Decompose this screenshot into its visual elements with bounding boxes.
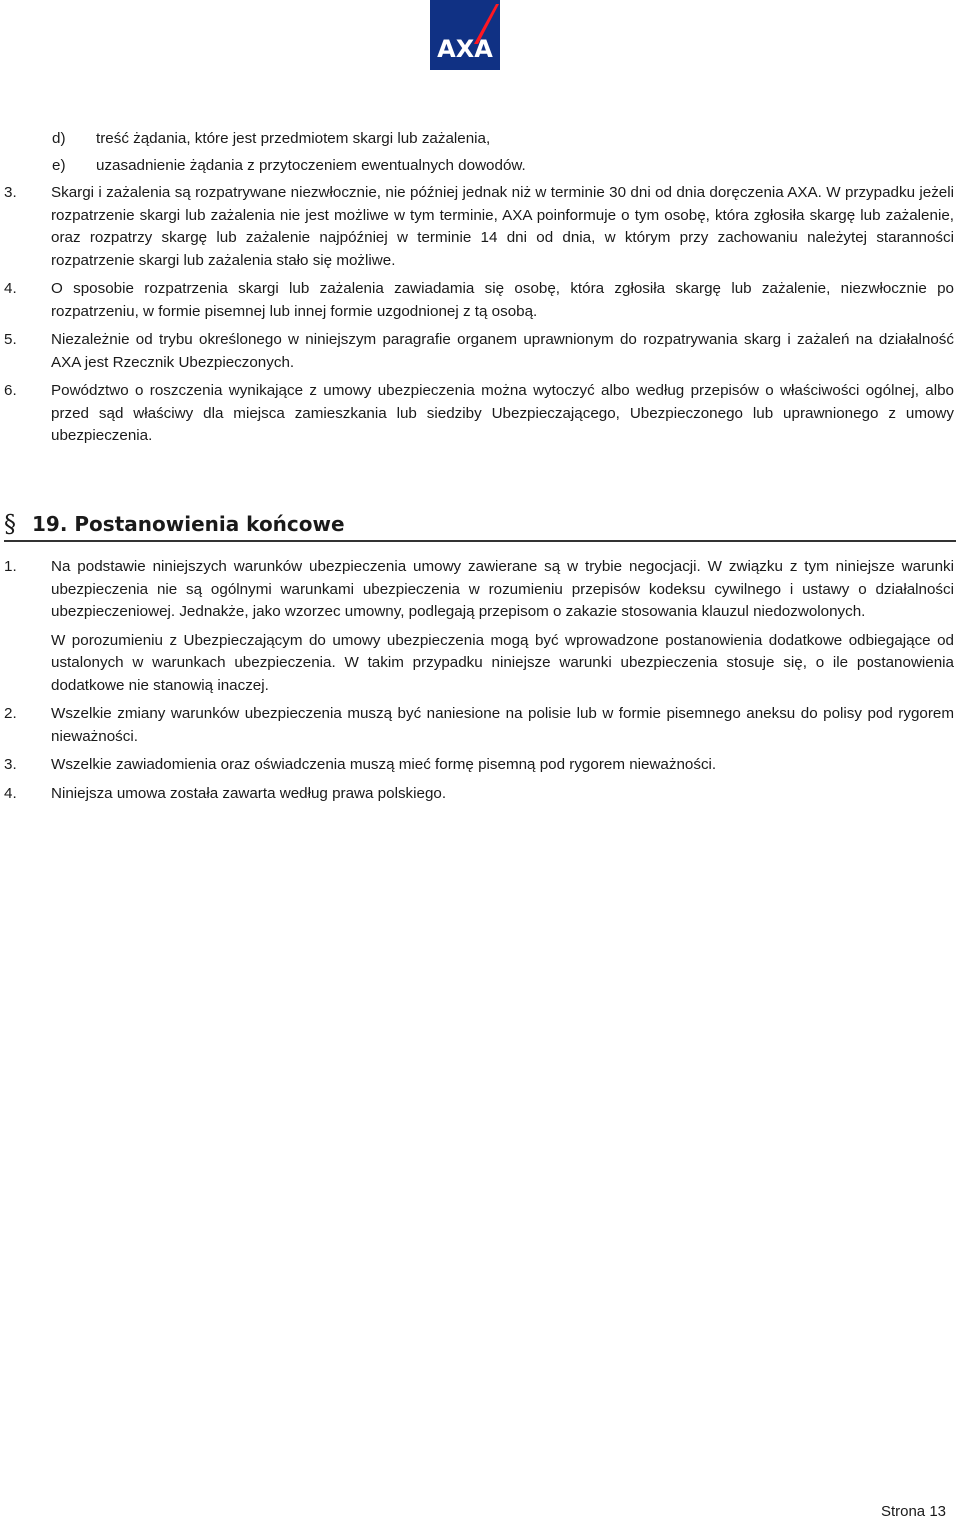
- paragraph-text: Niniejsza umowa została zawarta według prawa polskiego.: [51, 784, 447, 802]
- section-heading: [4, 510, 956, 542]
- list-item: [0, 155, 960, 178]
- paragraph-item: [0, 278, 960, 323]
- list-item-text: uzasadnienie żądania z przytoczeniem ewentualnych dowodów.: [96, 156, 526, 174]
- paragraph-item: [0, 556, 960, 624]
- paragraph-item: [0, 329, 960, 374]
- list-item: [0, 128, 960, 151]
- paragraph-text: Powództwo o roszczenia wynikające z umowy ubezpieczenia można wytoczyć albo według przepisów o właściwości ogólnej, albo przed sąd właściwy dla miejsca zamieszkania lub siedziby Ubezpieczającego, Ubezpieczonego lub uprawnionego z umowy ubezpieczenia.: [51, 382, 954, 444]
- paragraph-item: [0, 703, 960, 748]
- paragraph-text: O sposobie rozpatrzenia skargi lub zażalenia zawiadamia się osobę, która zgłosiła skargę lub zażalenie, niezwłocznie po rozpatrzeniu, w formie pisemnej lub innej formie uzgodnionej z tą osobą.: [51, 280, 954, 320]
- logo-text: AXA: [437, 35, 493, 63]
- paragraph-number: 3.: [4, 756, 17, 773]
- paragraph-number: 1.: [4, 558, 17, 575]
- paragraph-item: [0, 182, 960, 272]
- paragraph-text: Skargi i zażalenia są rozpatrywane niezwłocznie, nie później jednak niż w terminie 30 dni od dnia doręczenia AXA. W przypadku jeżeli rozpatrzenie skargi lub zażalenia nie jest możliwe w tym terminie, AXA poinformuje o tym osobę, która zgłosiła skargę lub zażalenie, oraz rozpatrzy skargę lub zażalenie najpóźniej w terminie 14 dni od dnia, w którym przy zachowaniu należytej staranności rozpatrzenie skargi lub zażalenia stało się możliwe.: [51, 184, 954, 269]
- section-title: 19. Postanowienia końcowe: [32, 512, 345, 536]
- section-symbol: §: [4, 510, 16, 538]
- paragraph-number: 5.: [4, 331, 17, 348]
- paragraph-number: 6.: [4, 382, 17, 399]
- paragraph-text: W porozumieniu z Ubezpieczającym do umowy ubezpieczenia mogą być wprowadzone postanowienia dodatkowe odbiegające od ustalonych w warunkach ubezpieczenia. W takim przypadku niniejsze warunki ubezpieczenia stosuje się, o ile postanowienia dodatkowe nie stanowią inaczej.: [51, 631, 954, 694]
- paragraph-item: [0, 380, 960, 448]
- paragraph-text: Wszelkie zmiany warunków ubezpieczenia muszą być naniesione na polisie lub w formie pisemnego aneksu do polisy pod rygorem nieważności.: [51, 705, 954, 745]
- axa-logo: [430, 0, 500, 70]
- section-body: [0, 556, 960, 805]
- paragraph-number: 3.: [4, 184, 17, 201]
- paragraph-text: Na podstawie niniejszych warunków ubezpieczenia umowy zawierane są w trybie negocjacji. W związku z tym niniejsze warunki ubezpieczenia nie są ogólnymi warunkami ubezpieczenia w rozumieniu przepisów kodeksu cywilnego i ustawy o działalności ubezpieczeniowej. Jednakże, jako wzorzec umowny, podlegają przepisom o zakazie stosowania klauzul niedozwolonych.: [51, 558, 954, 620]
- paragraph-number: 4.: [4, 280, 17, 297]
- paragraph-item: [0, 754, 960, 777]
- paragraph-number: 4.: [4, 784, 17, 802]
- paragraph-number: 2.: [4, 705, 17, 722]
- page-number: Strona 13: [880, 1503, 946, 1520]
- list-item-letter: d): [52, 130, 66, 147]
- paragraph-item: [0, 630, 960, 698]
- paragraph-item: [0, 783, 960, 806]
- document-body: [0, 128, 960, 448]
- paragraph-text: Wszelkie zawiadomienia oraz oświadczenia muszą mieć formę pisemną pod rygorem nieważności.: [51, 756, 717, 773]
- list-item-letter: e): [52, 156, 66, 174]
- paragraph-text: Niezależnie od trybu określonego w niniejszym paragrafie organem uprawnionym do rozpatrywania skarg i zażaleń na działalność AXA jest Rzecznik Ubezpieczonych.: [51, 331, 954, 371]
- list-item-text: treść żądania, które jest przedmiotem skargi lub zażalenia,: [96, 130, 491, 147]
